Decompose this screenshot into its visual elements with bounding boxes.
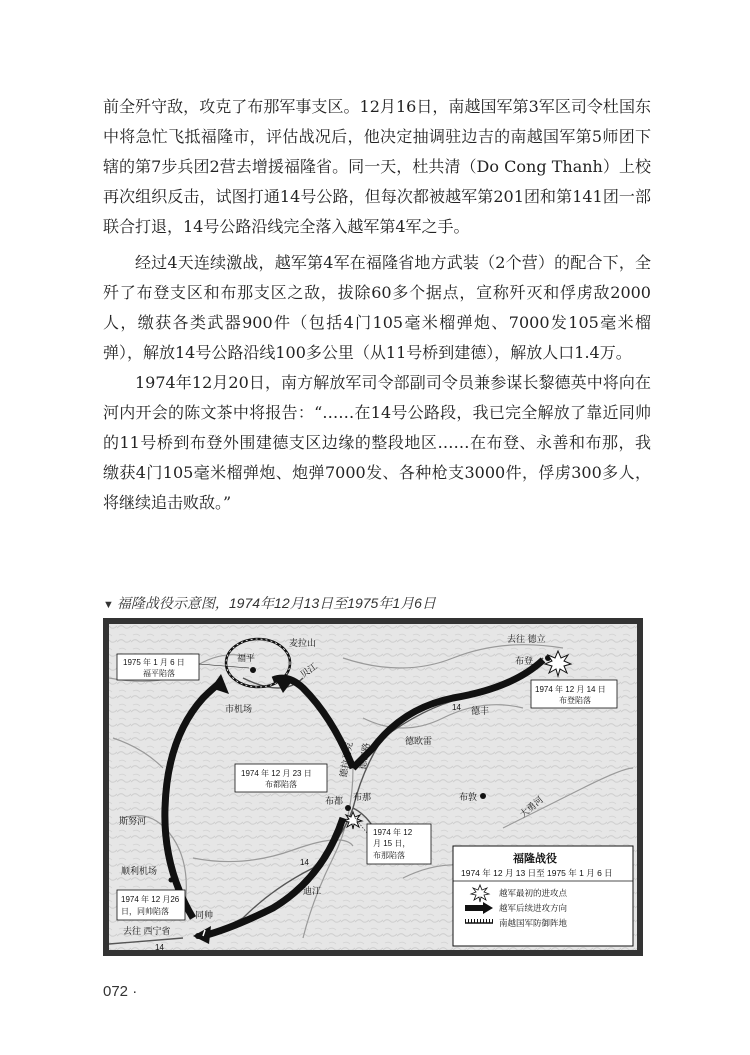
label-siwu: 斯努河 (119, 816, 147, 826)
paragraph-3 (103, 368, 651, 518)
town-bodun-dot (480, 793, 486, 799)
event-tongshuai-line2: 日，同帅陷落 (121, 907, 169, 916)
town-shunli-dot (169, 878, 174, 883)
route-14-label-1: 14 (452, 703, 461, 712)
label-shunli: 顺利机场 (121, 866, 158, 876)
event-buna-line2: 月 15 日， (373, 839, 411, 848)
label-airfield: 市机场 (225, 704, 253, 714)
legend-title: 福隆战役 (513, 853, 557, 865)
label-dijiang: 迪江 (303, 886, 322, 896)
label-qu-xining: 去往 西宁省 (123, 926, 171, 936)
label-dayong: 大勇河 (517, 794, 545, 820)
battle-map (103, 618, 643, 956)
event-fuping-line2: 福平陷落 (143, 669, 175, 678)
legend-item-3: 南越国军防御阵地 (499, 918, 568, 928)
label-qudeli: 去往 德立 (507, 634, 546, 644)
page-number: 072 · (103, 983, 138, 1000)
paragraph-3-intro: 1974年12月20日，南方解放军司令部副司令员兼参谋长黎德英中将向在河内开会的陈文茶中将报告： (103, 373, 651, 422)
label-bodun: 布敦 (459, 792, 478, 802)
event-buna-line3: 布那陷落 (373, 851, 405, 860)
event-tongshuai-line1: 1974 年 12 月26 (121, 895, 180, 904)
figure-caption (103, 593, 436, 613)
legend-item-2: 越军后续进攻方向 (499, 903, 568, 913)
label-defeng: 德丰 (471, 706, 490, 716)
event-buna-line1: 1974 年 12 (373, 828, 413, 837)
caption-text: 福隆战役示意图，1974年12月13日至1975年1月6日 (116, 595, 436, 611)
label-dela: 德拉马克 (338, 741, 355, 779)
event-fuping-line1: 1975 年 1 月 6 日 (123, 658, 185, 667)
label-debaluo: 德巴路 (357, 742, 372, 771)
caption-marker: ▼ (103, 599, 114, 611)
label-bachcai: 麦拉山 (289, 638, 317, 648)
legend-item-1: 越军最初的进攻点 (499, 888, 568, 898)
label-budu: 布都 (325, 796, 344, 806)
event-budu-line2: 布都陷落 (265, 780, 297, 789)
town-tongshuai-dot (195, 933, 201, 939)
town-fuping-dot (250, 667, 256, 673)
label-beijiang: 贝江 (298, 661, 319, 680)
town-budu-dot (345, 805, 351, 811)
event-budu-line1: 1974 年 12 月 23 日 (241, 769, 312, 778)
route-14-label-3: 14 (155, 943, 164, 952)
event-budeng-line2: 布登陷落 (559, 696, 591, 705)
label-tongshuai: 同帅 (195, 910, 214, 920)
paragraph-2: 经过4天连续激战，越军第4军在福隆省地方武装（2个营）的配合下，全歼了布登支区和布那支区之敌，拔除60多个据点，宣称歼灭和俘虏敌2000人，缴获各类武器900件（包括4门105毫米榴弹炮、7000发105毫米榴弹），解放14号公路沿线100多公里（从11号桥到建德），解放人口1.4万。 (103, 253, 651, 362)
legend-dates: 1974 年 12 月 13 日至 1975 年 1 月 6 日 (461, 868, 613, 878)
route-14-label-2: 14 (300, 858, 309, 867)
paragraph-3-quote: “……在14号公路段，我已完全解放了靠近同帅的11号桥到布登外围建德支区边缘的整段地区……在布登、永善和布那，我缴获4门105毫米榴弹炮、炮弹7000发、各种枪支3000件，俘虏300多人，将继续追击败敌。” (103, 403, 651, 512)
label-fuping: 福平 (237, 653, 256, 663)
label-budeng: 布登 (515, 656, 534, 666)
event-budeng-line1: 1974 年 12 月 14 日 (535, 685, 606, 694)
map-legend (453, 846, 633, 946)
label-buna: 布那 (353, 792, 372, 802)
paragraph-1: 前全歼守敌，攻克了布那军事支区。12月16日，南越国军第3军区司令杜国东中将急忙飞抵福隆市，评估战况后，他决定抽调驻边吉的南越国军第5师团下辖的第7步兵团2营去增援福隆省。同一天，杜共清（Do Cong Thanh）上校再次组织反击，试图打通14号公路，但每次都被越军第201团和第141团一部联合打退，14号公路沿线完全落入越军第4军之手。 (103, 97, 651, 236)
label-deouzhang: 德欧雷 (405, 736, 433, 746)
